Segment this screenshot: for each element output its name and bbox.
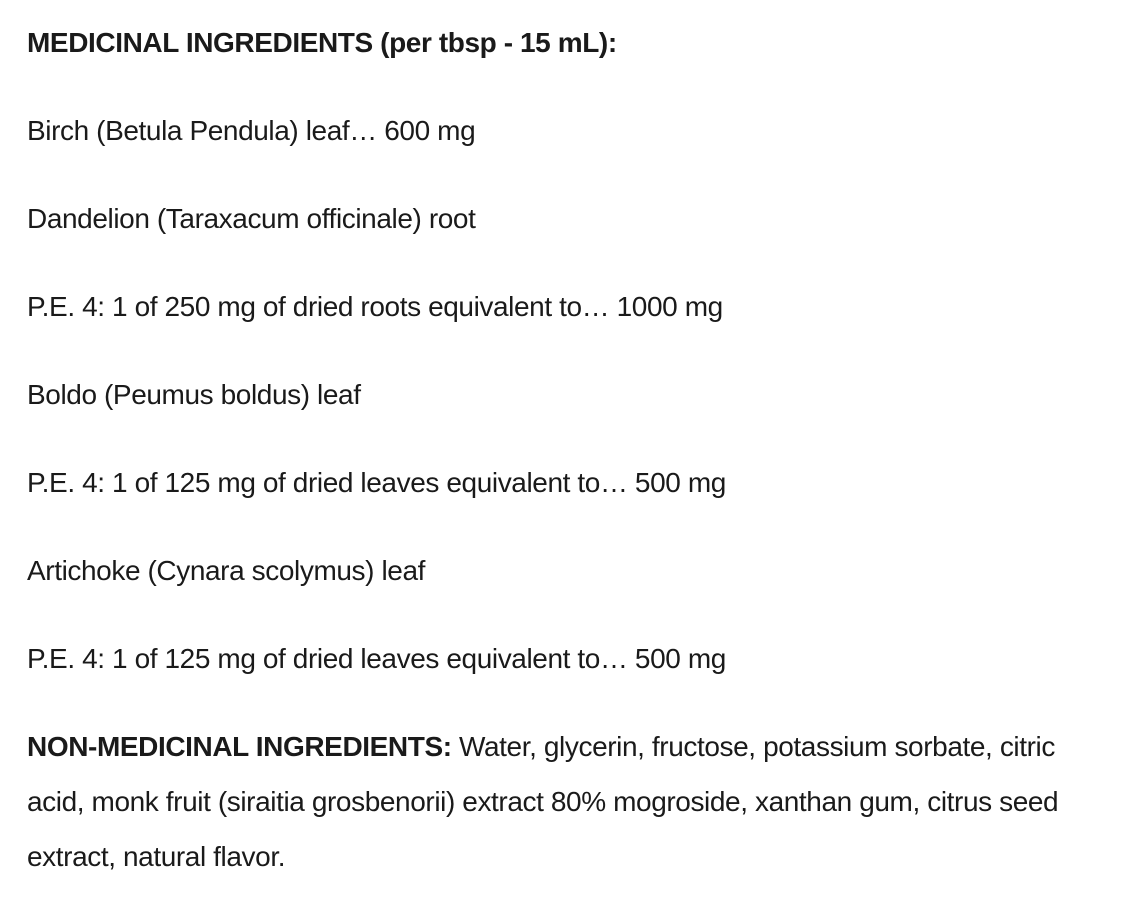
ingredient-line-dandelion-extract: P.E. 4: 1 of 250 mg of dried roots equivalent to… 1000 mg xyxy=(27,291,723,322)
ingredient-line-dandelion: Dandelion (Taraxacum officinale) root xyxy=(27,203,476,234)
non-medicinal-ingredients-text: Water, glycerin, fructose, potassium sorbate, citric acid, monk fruit (siraitia grosbenorii) extract 80% mogroside, xanthan gum, citrus seed extract, natural flavor. xyxy=(27,731,1059,872)
ingredient-line-artichoke: Artichoke (Cynara scolymus) leaf xyxy=(27,555,425,586)
medicinal-ingredients-heading: MEDICINAL INGREDIENTS (per tbsp - 15 mL): xyxy=(27,27,617,58)
ingredient-line-birch: Birch (Betula Pendula) leaf… 600 mg xyxy=(27,115,476,146)
ingredient-line-boldo-extract: P.E. 4: 1 of 125 mg of dried leaves equivalent to… 500 mg xyxy=(27,467,726,498)
non-medicinal-ingredients-heading: NON-MEDICINAL INGREDIENTS: xyxy=(27,731,452,762)
ingredient-line-boldo: Boldo (Peumus boldus) leaf xyxy=(27,379,361,410)
ingredients-label xyxy=(27,15,1098,884)
non-medicinal-paragraph xyxy=(27,719,1098,884)
ingredient-line-artichoke-extract: P.E. 4: 1 of 125 mg of dried leaves equivalent to… 500 mg xyxy=(27,643,726,674)
